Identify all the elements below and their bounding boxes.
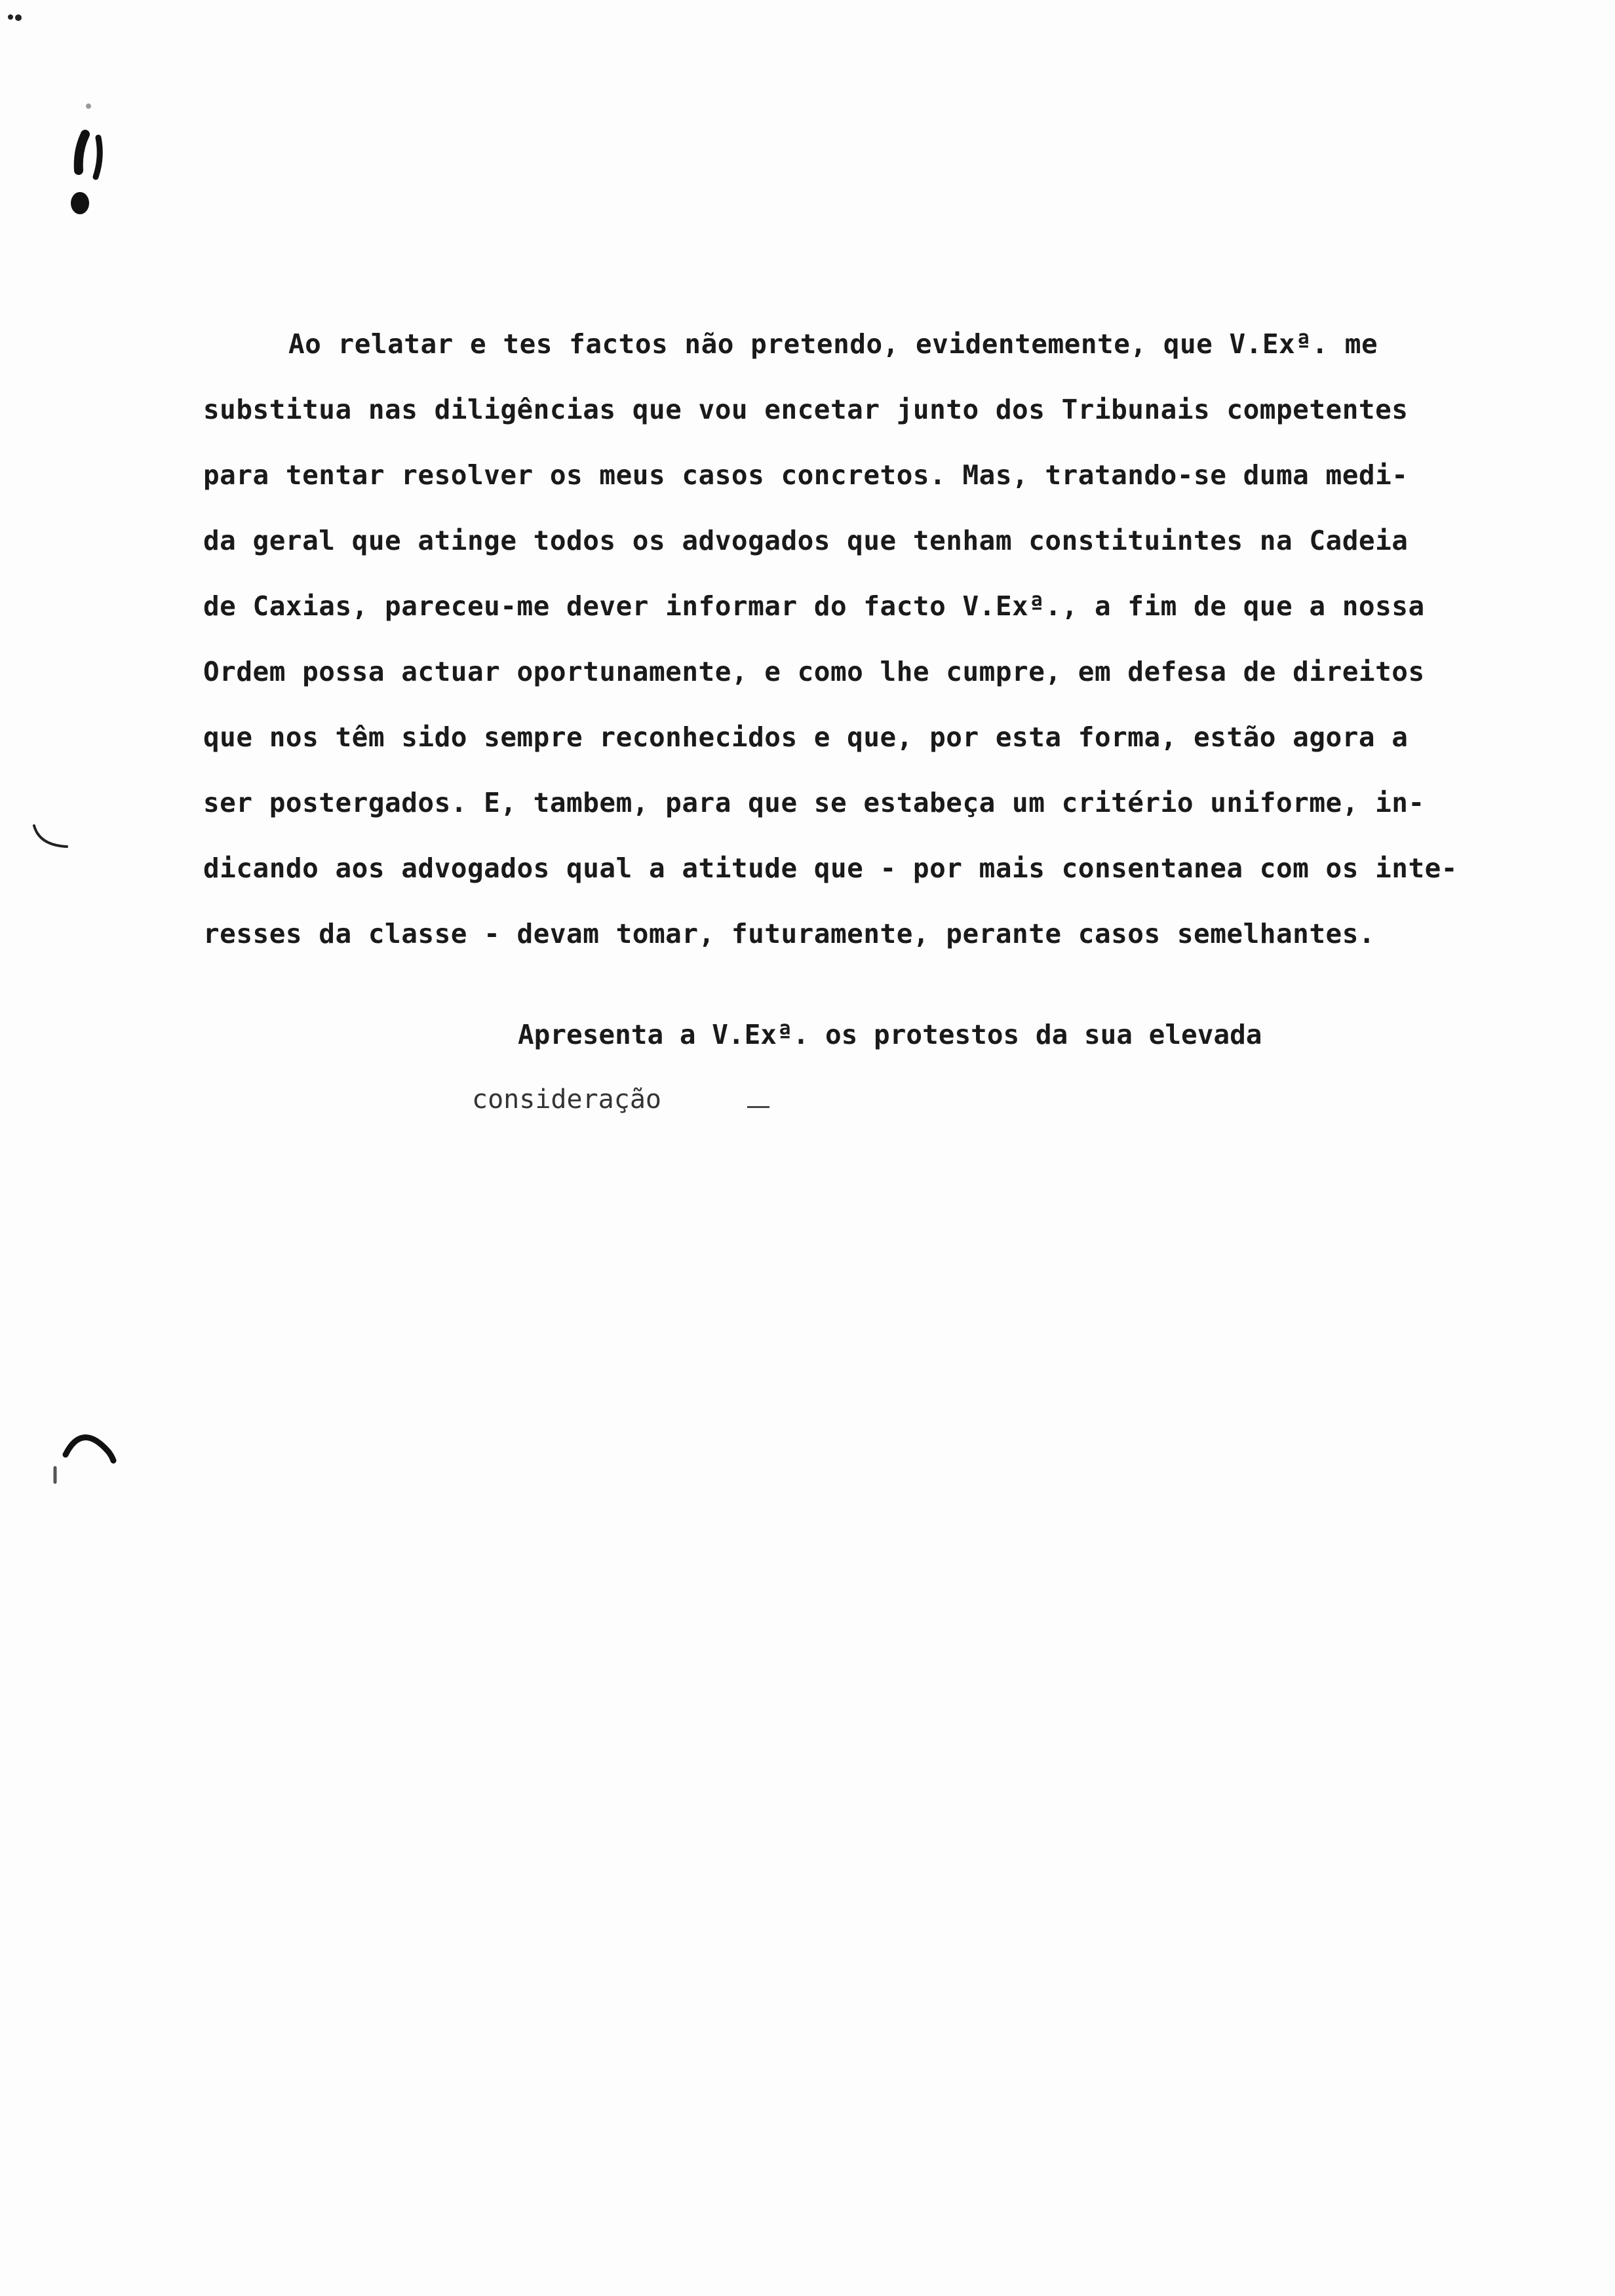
scan-mark-arc-small — [26, 822, 79, 855]
closing-dash-mark — [747, 1106, 769, 1108]
text-line-9: dicando aos advogados qual a atitude que - por mais consentanea com os inte- — [203, 852, 1458, 884]
text-line-7: que nos têm sido sempre reconhecidos e que, por esta forma, estão agora a — [203, 721, 1409, 753]
text-line-5: de Caxias, pareceu-me dever informar do facto V.Exª., a fim de que a nossa — [203, 590, 1425, 622]
text-line-3: para tentar resolver os meus casos concretos. Mas, tratando-se duma medi- — [203, 459, 1409, 491]
scan-mark-punch — [46, 98, 105, 229]
text-line-4: da geral que atinge todos os advogados que tenham constituintes na Cadeia — [203, 525, 1409, 556]
closing-word: consideração — [472, 1084, 661, 1115]
scan-mark-top-dots — [5, 12, 31, 25]
text-line-6: Ordem possa actuar oportunamente, e como lhe cumpre, em defesa de direitos — [203, 656, 1425, 687]
text-line-8: ser postergados. E, tambem, para que se estabeça um critério uniforme, in- — [203, 787, 1425, 818]
scan-mark-arc-large — [46, 1415, 118, 1487]
text-line-1: Ao relatar e tes factos não pretendo, evidentemente, que V.Exª. me — [288, 328, 1378, 360]
text-line-2: substitua nas diligências que vou encetar junto dos Tribunais competentes — [203, 394, 1409, 425]
closing-line: Apresenta a V.Exª. os protestos da sua elevada — [518, 1019, 1262, 1050]
text-line-10: resses da classe - devam tomar, futuramente, perante casos semelhantes. — [203, 918, 1376, 949]
